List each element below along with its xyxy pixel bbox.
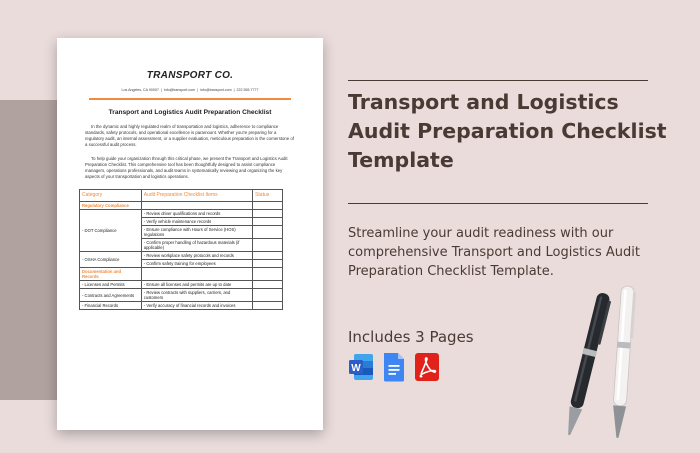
section-label: Documentation and Records — [80, 268, 142, 281]
item-cell: - Ensure all licenses and permits are up to date — [141, 281, 252, 289]
checklist-document-preview — [57, 38, 323, 430]
status-cell[interactable] — [253, 226, 283, 239]
section-label: Regulatory Compliance — [80, 202, 142, 210]
contact-line: Los Angeles, CA 90007 | info@transport.com | info@transport.com | 222 555 7777 — [121, 88, 259, 92]
category-cell: - DOT Compliance — [80, 210, 142, 252]
table-row — [80, 210, 283, 218]
header-rule — [89, 98, 291, 100]
item-cell: - Confirm proper handling of hazardous materials (if applicable) — [141, 239, 252, 252]
category-cell: - OSHA Compliance — [80, 252, 142, 268]
item-cell: - Review driver qualifications and records — [141, 210, 252, 218]
header-status: Status — [253, 190, 283, 202]
contact-city: Los Angeles, CA 90007 — [121, 88, 159, 92]
table-row — [80, 252, 283, 260]
item-cell: - Review contracts with suppliers, carriers, and customers — [141, 289, 252, 302]
template-headline: Transport and Logistics Audit Preparation Checklist Template — [348, 90, 667, 172]
category-cell: - Financial Records — [80, 302, 142, 310]
table-row — [80, 202, 283, 210]
table-header-row — [80, 190, 283, 202]
pdf-icon[interactable] — [414, 352, 440, 382]
category-cell: - Licenses and Permits — [80, 281, 142, 289]
item-cell: - Ensure compliance with Hours of Service (HOS) regulations — [141, 226, 252, 239]
includes-pages: Includes 3 Pages — [348, 328, 474, 346]
table-row — [80, 268, 283, 281]
status-cell[interactable] — [253, 281, 283, 289]
headline-top-divider — [348, 80, 648, 81]
status-cell[interactable] — [253, 302, 283, 310]
google-docs-icon[interactable] — [381, 352, 407, 382]
table-row — [80, 302, 283, 310]
headline-bottom-divider — [348, 203, 648, 204]
guide-paragraph: To help guide your organization through this critical phase, we present the Transport and Logistics Audit Preparation Checklist. This comprehensive tool has been thoughtfully designed to assist compliance managers, operations professionals, and audit teams in systematically reviewing and organizing the key aspects of your transportation and logistics operations. — [85, 156, 288, 179]
table-row — [80, 281, 283, 289]
status-cell[interactable] — [253, 218, 283, 226]
item-cell: - Confirm safety training for employees — [141, 260, 252, 268]
intro-paragraph: In the dynamic and highly regulated realm of transportation and logistics, adherence to compliance standards, safety protocols, and operational excellence is paramount. Whether you're preparing for a regulatory audit, an internal assessment, or a supplier evaluation, meticulous preparation is the cornerstone of a successful audit process. — [85, 124, 294, 147]
contact-phone: 222 555 7777 — [236, 88, 259, 92]
app-icons-row — [348, 352, 440, 382]
status-cell[interactable] — [253, 239, 283, 252]
header-category: Category — [80, 190, 142, 202]
status-cell[interactable] — [253, 252, 283, 260]
contact-website: info@transport.com — [200, 88, 232, 92]
checklist-table — [79, 189, 283, 310]
item-cell: - Verify accuracy of financial records and invoices — [141, 302, 252, 310]
svg-text:W: W — [351, 363, 361, 374]
category-cell: - Contracts and Agreements — [80, 289, 142, 302]
table-row — [80, 289, 283, 302]
status-cell[interactable] — [253, 210, 283, 218]
company-name: TRANSPORT CO. — [146, 70, 234, 81]
item-cell: - Review workplace safety protocols and records — [141, 252, 252, 260]
white-pen-image — [598, 280, 648, 450]
word-icon[interactable] — [348, 352, 374, 382]
header-items: Audit Preparation Checklist Items — [141, 190, 252, 202]
background-band — [0, 100, 62, 400]
document-title: Transport and Logistics Audit Preparation Checklist — [108, 109, 272, 116]
contact-email: info@transport.com — [163, 88, 196, 92]
template-subheadline: Streamline your audit readiness with our comprehensive Transport and Logistics Audit Preparation Checklist Template. — [348, 226, 640, 279]
status-cell[interactable] — [253, 260, 283, 268]
status-cell[interactable] — [253, 289, 283, 302]
item-cell: - Verify vehicle maintenance records — [141, 218, 252, 226]
